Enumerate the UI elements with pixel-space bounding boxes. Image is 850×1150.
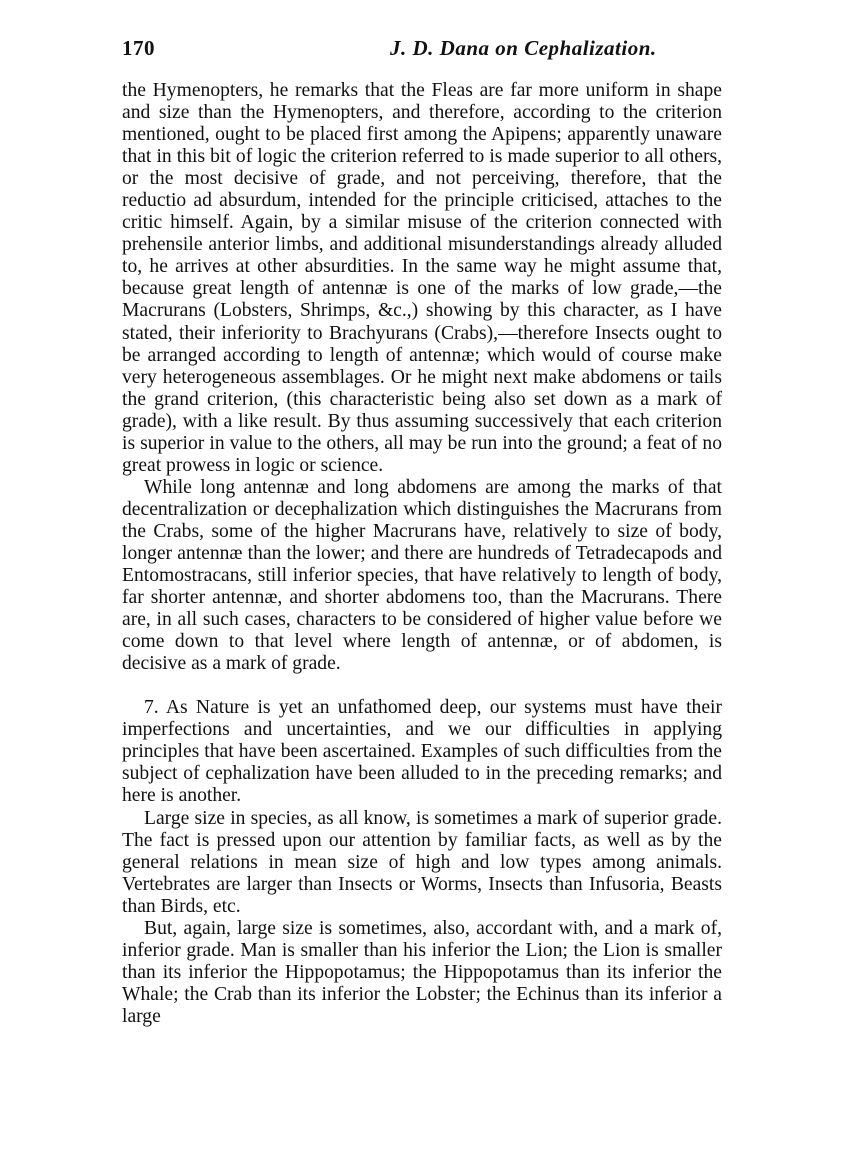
paragraph-section-7: 7. As Nature is yet an unfathomed deep, our systems must have their imperfections and uncertainties, and we our difficulties in applying principles that have been ascertained. Examples of such difficulties from the subject of cephalization have been alluded to in the preceding remarks; and here is another. xyxy=(122,697,722,807)
page-header xyxy=(122,36,722,66)
paragraph-large-size-superior: Large size in species, as all know, is sometimes a mark of superior grade. The fact is pressed upon our attention by familiar facts, as well as by the general relations in mean size of high and low types among animals. Vertebrates are larger than Insects or Worms, Insects than Infusoria, Beasts than Birds, etc. xyxy=(122,807,722,917)
running-head: J. D. Dana on Cephalization. xyxy=(390,36,657,60)
paragraph-antennae: While long antennæ and long abdomens are among the marks of that decentralization or decephalization which distinguishes the Macrurans from the Crabs, some of the higher Macrurans have, relatively to size of body, longer antennæ than the lower; and there are hundreds of Tetradecapods and Entomostracans, still inferior species, that have relatively to length of body, far shorter antennæ, and shorter abdomens too, than the Macrurans. There are, in all such cases, characters to be considered of higher value before we come down to that level where length of antennæ, or of abdomen, is decisive as a mark of grade. xyxy=(122,476,722,675)
paragraph-continuation: the Hymenopters, he remarks that the Fleas are far more uniform in shape and size than the Hymenopters, and therefore, according to the criterion mentioned, ought to be placed first among the Apipens; apparently unaware that in this bit of logic the criterion referred to is made superior to all others, or the most decisive of grade, and not perceiving, therefore, that the reductio ad absurdum, intended for the principle criticised, attaches to the critic himself. Again, by a similar misuse of the criterion connected with prehensile anterior limbs, and additional misunderstandings already alluded to, he arrives at other absurdities. In the same way he might assume that, because great length of antennæ is one of the marks of low grade,—the Macrurans (Lobsters, Shrimps, &c.,) showing by this character, as I have stated, their inferiority to Brachyurans (Crabs),—therefore Insects ought to be arranged according to length of antennæ; which would of course make very heterogeneous assemblages. Or he might next make abdomens or tails the grand criterion, (this characteristic being also set down as a mark of grade), with a like result. By thus assuming successively that each criterion is superior in value to the others, all may be run into the ground; a feat of no great prowess in logic or science. xyxy=(122,80,722,476)
page-number: 170 xyxy=(122,36,155,60)
paragraph-large-size-inferior: But, again, large size is sometimes, also, accordant with, and a mark of, inferior grade. Man is smaller than his inferior the Lion; the Lion is smaller than its inferior the Hippopotamus; the Hippopotamus than its inferior the Whale; the Crab than its inferior the Lobster; the Echinus than its inferior a large xyxy=(122,917,722,1027)
body-text xyxy=(122,80,722,1028)
